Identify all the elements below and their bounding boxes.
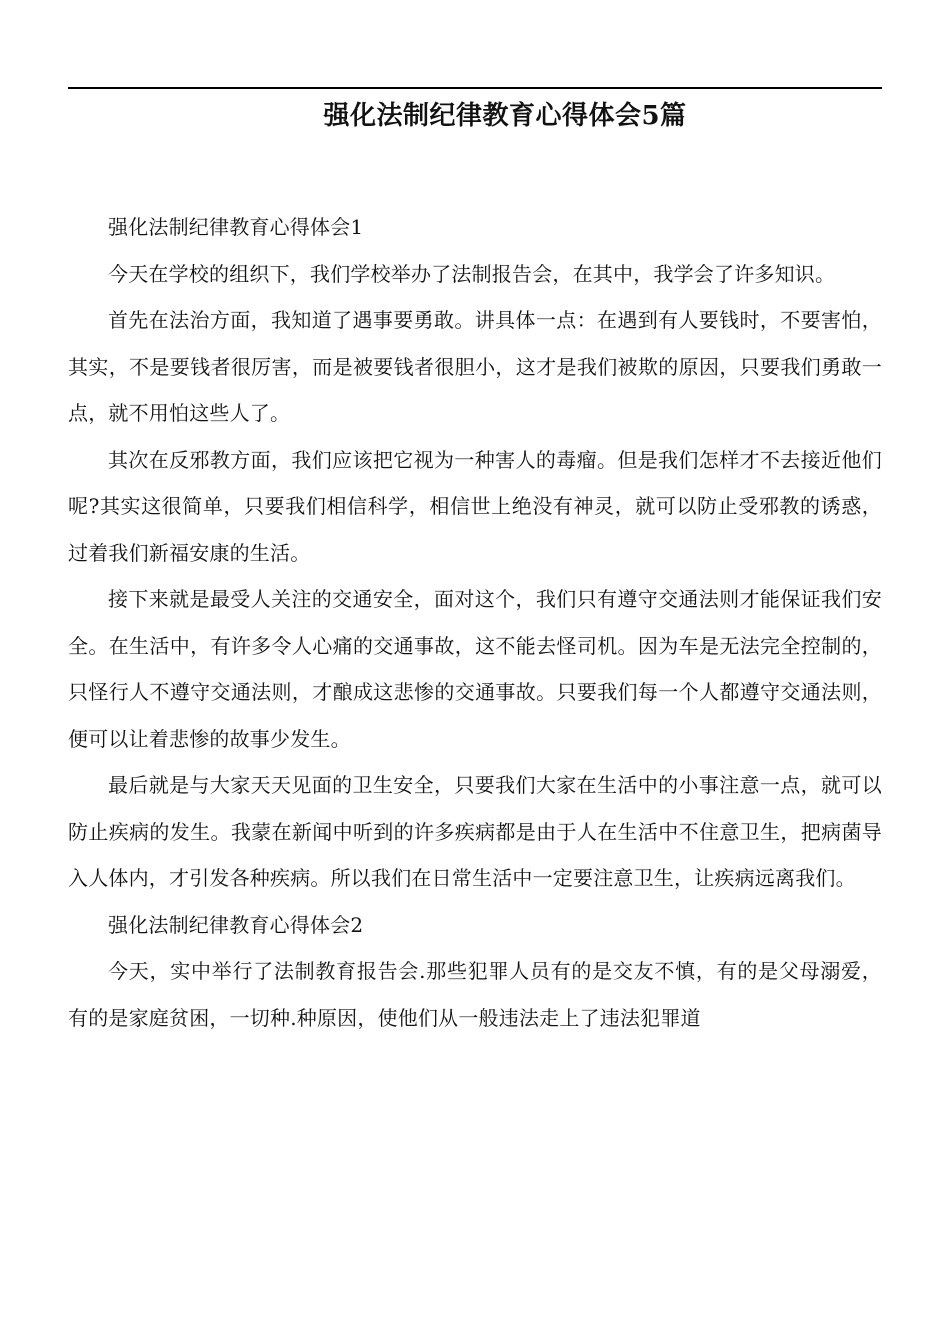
- document-body: [68, 204, 882, 1041]
- section-heading-2: 强化法制纪律教育心得体会2: [108, 912, 364, 937]
- paragraph: 首先在法治方面，我知道了遇事要勇敢。讲具体一点：在遇到有人要钱时，不要害怕，其实，不是要钱者很厉害，而是被要钱者很胆小，这才是我们被欺的原因，只要我们勇敢一点，就不用怕这些人了。: [68, 308, 882, 425]
- paragraph: 最后就是与大家天天见面的卫生安全，只要我们大家在生活中的小事注意一点，就可以防止疾病的发生。我蒙在新闻中听到的许多疾病都是由于人在生活中不住意卫生，把病菌导入人体内，才引发各种疾病。所以我们在日常生活中一定要注意卫生，让疾病远离我们。: [68, 773, 882, 890]
- header-rule: [68, 87, 882, 89]
- document-title: 强化法制纪律教育心得体会5篇: [323, 101, 687, 131]
- paragraph: 今天，实中举行了法制教育报告会.那些犯罪人员有的是交友不慎，有的是父母溺爱，有的是家庭贫困，一切种.种原因，使他们从一般违法走上了违法犯罪道: [68, 959, 882, 1030]
- section-heading-1: 强化法制纪律教育心得体会1: [108, 215, 364, 239]
- paragraph: 其次在反邪教方面，我们应该把它视为一种害人的毒瘤。但是我们怎样才不去接近他们呢?其实这很简单，只要我们相信科学，相信世上绝没有神灵，就可以防止受邪教的诱惑，过着我们新福安康的生活。: [68, 447, 882, 565]
- paragraph: 接下来就是最受人关注的交通安全，面对这个，我们只有遵守交通法则才能保证我们安全。在生活中，有许多令人心痛的交通事故，这不能去怪司机。因为车是无法完全控制的，只怪行人不遵守交通法则，才酿成这悲惨的交通事故。只要我们每一个人都遵守交通法则，便可以让着悲惨的故事少发生。: [68, 587, 882, 751]
- paragraph: 今天在学校的组织下，我们学校举办了法制报告会，在其中，我学会了许多知识。: [108, 261, 836, 286]
